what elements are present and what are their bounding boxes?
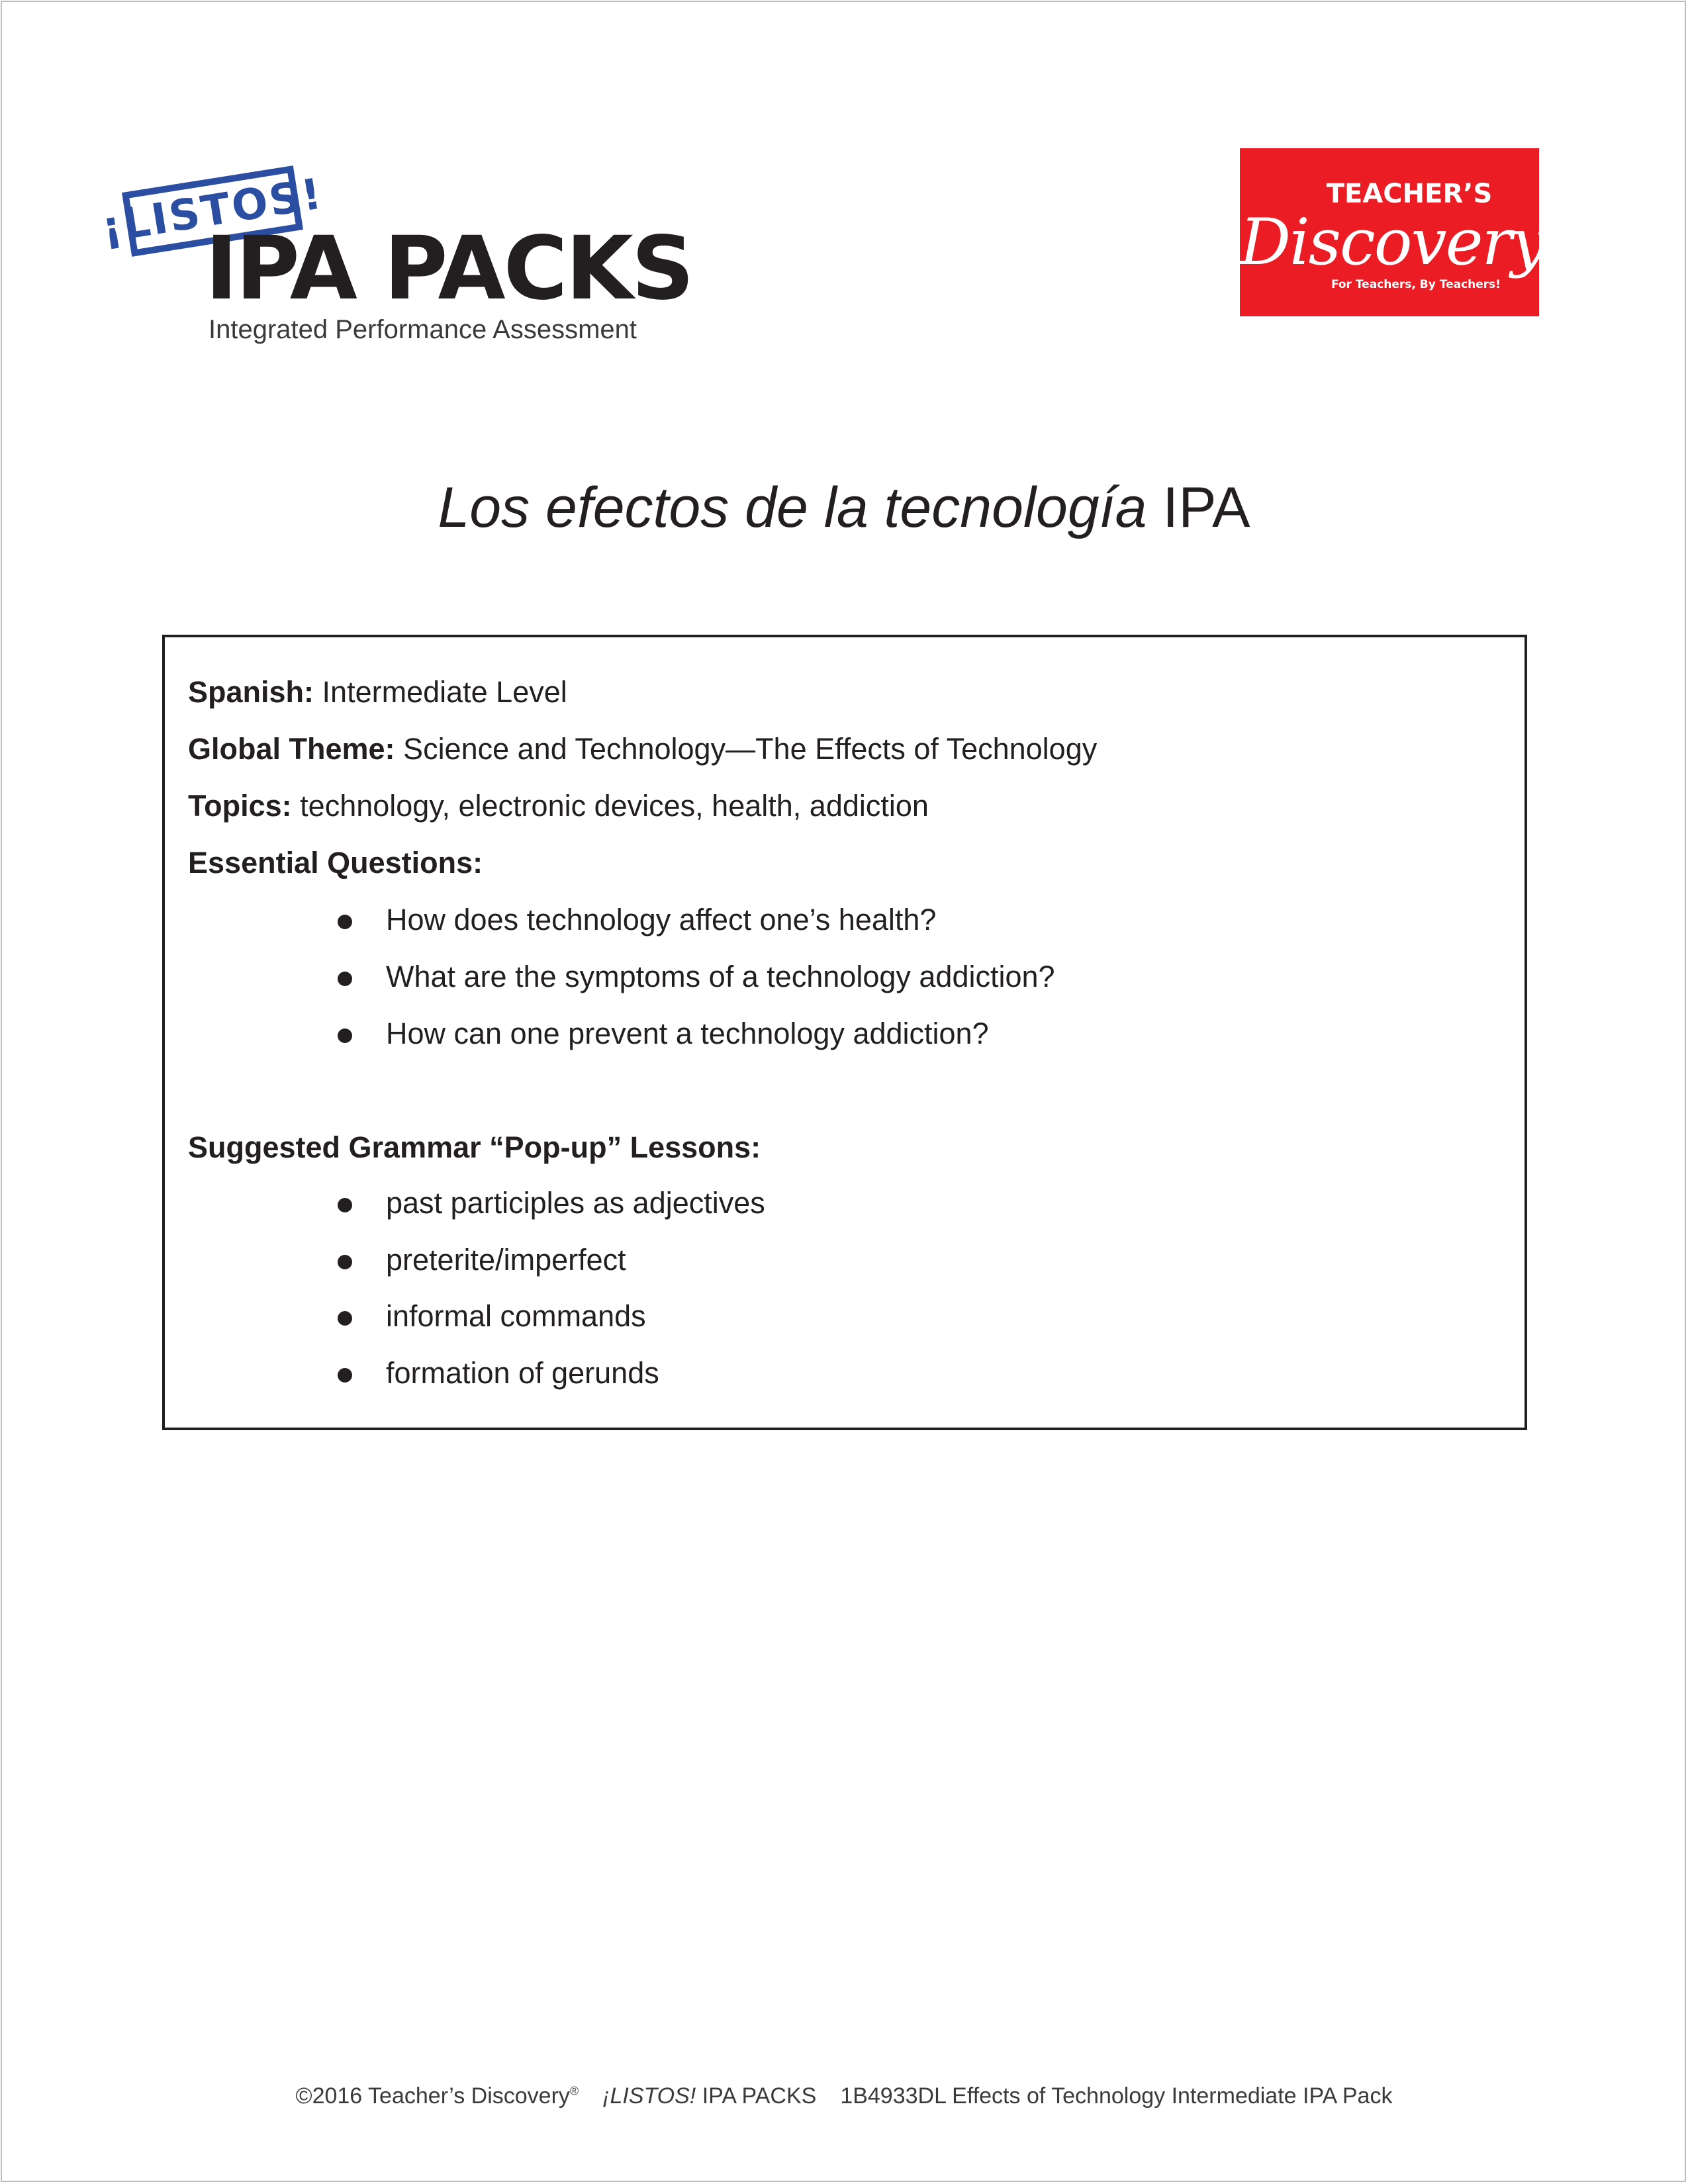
- registered-mark: ®: [569, 2084, 579, 2098]
- teachers-discovery-top-text: TEACHER’S: [1326, 179, 1493, 209]
- grammar-lessons-line: [188, 1130, 761, 1165]
- document-title-italic: Los efectos de la tecnología: [438, 476, 1147, 539]
- grammar-text: preterite/imperfect: [386, 1243, 626, 1277]
- ipa-packs-subtitle: Integrated Performance Assessment: [209, 315, 637, 344]
- grammar-text: formation of gerunds: [386, 1356, 659, 1390]
- teachers-discovery-script: Discovery: [1240, 205, 1546, 279]
- ipa-packs-logo: [98, 159, 692, 357]
- spanish-label: Spanish:: [188, 675, 314, 709]
- bullet-icon: [338, 1255, 352, 1269]
- document-title: [0, 475, 1688, 541]
- spanish-value: Intermediate Level: [314, 675, 567, 709]
- global-theme-label: Global Theme:: [188, 732, 395, 766]
- footer-product: 1B4933DL Effects of Technology Intermediate IPA Pack: [840, 2083, 1393, 2109]
- ipa-packs-title: IPA PACKS: [205, 218, 692, 320]
- document-title-suffix: IPA: [1147, 476, 1250, 539]
- topics-value: technology, electronic devices, health, addiction: [291, 789, 929, 823]
- topics-label: Topics:: [188, 789, 292, 823]
- footer-series: IPA PACKS: [696, 2083, 817, 2109]
- topics-line: [188, 789, 929, 823]
- essential-questions-label: Essential Questions:: [188, 846, 483, 880]
- global-theme-value: Science and Technology—The Effects of Technology: [395, 732, 1098, 766]
- grammar-text: past participles as adjectives: [386, 1186, 765, 1220]
- bullet-icon: [338, 1198, 352, 1212]
- question-text: How does technology affect one’s health?: [386, 903, 937, 936]
- grammar-lessons-label: Suggested Grammar “Pop-up” Lessons:: [188, 1130, 761, 1164]
- question-text: How can one prevent a technology addiction?: [386, 1017, 989, 1050]
- question-text: What are the symptoms of a technology addiction?: [386, 960, 1055, 993]
- footer-series-italic: ¡LISTOS!: [602, 2083, 696, 2109]
- teachers-discovery-logo: [1240, 148, 1546, 316]
- bullet-icon: [338, 972, 352, 986]
- grammar-text: informal commands: [386, 1299, 646, 1333]
- bullet-icon: [338, 915, 352, 929]
- listos-stamp-text: ¡LISTOS!: [98, 169, 327, 253]
- bullet-icon: [338, 1028, 352, 1043]
- essential-questions-line: [188, 846, 483, 880]
- spanish-level-line: [188, 675, 567, 709]
- page-footer: [0, 2083, 1688, 2109]
- bullet-icon: [338, 1311, 352, 1326]
- teachers-discovery-tagline: For Teachers, By Teachers!: [1331, 278, 1501, 291]
- global-theme-line: [188, 732, 1097, 766]
- bullet-icon: [338, 1368, 352, 1383]
- footer-copyright: ©2016 Teacher’s Discovery: [295, 2083, 570, 2109]
